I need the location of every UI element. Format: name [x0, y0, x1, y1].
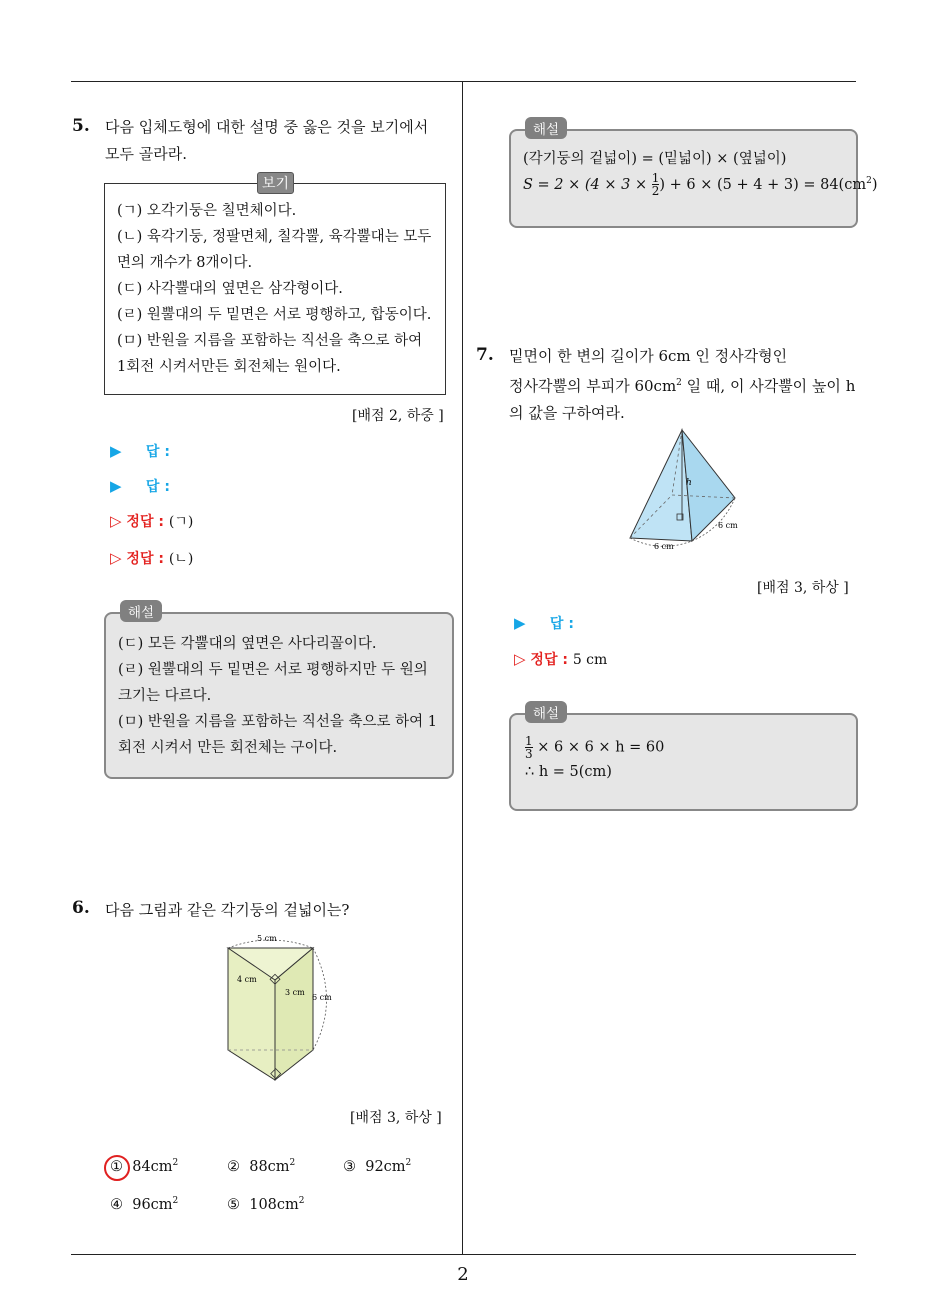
- q7-text-part: 정사각뿔의 부피가 60cm: [509, 377, 677, 395]
- correct-value: 5 cm: [572, 652, 608, 668]
- q7-label-h: h: [686, 478, 692, 488]
- bogi-line: (ㄷ) 사각뿔대의 옆면은 삼각형이다.: [117, 281, 343, 297]
- q6-solution-text: [523, 148, 878, 199]
- q5-correct-2: [110, 548, 193, 568]
- q5-number: 5.: [72, 116, 90, 136]
- play-triangle-icon: ▶: [514, 614, 526, 632]
- choice-value: 88cm: [249, 1158, 290, 1175]
- q7-pyramid-figure: [622, 425, 747, 553]
- solution-line: (ㄹ) 원뿔대의 두 밑면은 서로 평행하지만 두 원의: [118, 662, 428, 678]
- formula-part: ) + 6 × (5 + 4 + 3) = 84(cm: [659, 176, 867, 193]
- choice-mark: ③: [343, 1158, 356, 1175]
- solution-tag: 해설: [525, 701, 567, 723]
- solution-line: 크기는 다르다.: [118, 688, 212, 704]
- q6-choice-5[interactable]: [227, 1196, 305, 1213]
- bogi-line: (ㄴ) 육각기둥, 정팔면체, 칠각뿔, 육각뿔대는 모두: [117, 229, 432, 245]
- q7-solution-text: [525, 735, 845, 784]
- correct-value: (ㄱ): [168, 514, 194, 530]
- bogi-line: (ㄹ) 원뿔대의 두 밑면은 서로 평행하고, 합동이다.: [117, 307, 432, 323]
- q5-solution-box: [104, 605, 454, 779]
- outline-triangle-icon: ▷: [110, 549, 122, 567]
- solution-formula: [523, 170, 878, 199]
- choice-mark: ②: [227, 1158, 240, 1175]
- choice-value: 108cm: [249, 1196, 299, 1213]
- solution-line: (ㄷ) 모든 각뿔대의 옆면은 사다리꼴이다.: [118, 636, 377, 652]
- q6-label-height: 6 cm: [312, 993, 332, 1002]
- choice-value: 84cm: [132, 1158, 173, 1175]
- bogi-line: (ㅁ) 반원을 지름을 포함하는 직선을 축으로 하여: [117, 333, 423, 349]
- top-rule: [71, 81, 856, 82]
- answer-label: 답 :: [145, 479, 170, 495]
- bottom-rule: [71, 1254, 856, 1255]
- q7-number: 7.: [476, 345, 494, 365]
- formula-sup: 2: [866, 176, 872, 186]
- solution-line: (ㅁ) 반원을 지름을 포함하는 직선을 축으로 하여 1: [118, 714, 437, 730]
- correct-label: 정답 :: [530, 652, 568, 668]
- play-triangle-icon: ▶: [110, 442, 122, 460]
- q5-text-line1: 다음 입체도형에 대한 설명 중 옳은 것을 보기에서: [105, 118, 429, 136]
- formula-part: × 6 × 6 × h = 60: [532, 739, 665, 756]
- bogi-line: 면의 개수가 8개이다.: [117, 255, 253, 271]
- q6-solution-box: [509, 122, 878, 228]
- q7-text-sup: 2: [676, 378, 682, 388]
- fraction-denominator: 3: [525, 747, 533, 761]
- q5-text: [105, 114, 450, 168]
- q7-score: [배점 3, 하상 ]: [757, 580, 849, 596]
- q6-label-left: 4 cm: [237, 975, 257, 984]
- fraction-numerator: 1: [525, 734, 533, 748]
- correct-label: 정답 :: [126, 514, 164, 530]
- bogi-lines: [117, 198, 435, 380]
- q6-label-right: 3 cm: [285, 988, 305, 997]
- q5-text-line2: 모두 골라라.: [105, 145, 187, 163]
- solution-formula: [525, 735, 845, 760]
- answer-label: 답 :: [145, 444, 170, 460]
- q6-prism-figure: [215, 930, 340, 1085]
- q6-choice-4[interactable]: [110, 1196, 178, 1213]
- choice-mark: ⑤: [227, 1196, 240, 1213]
- page-number: 2: [457, 1264, 469, 1285]
- fraction-denominator: 2: [651, 184, 660, 199]
- q7-answer[interactable]: [514, 613, 574, 633]
- q7-solution-box: [509, 706, 858, 811]
- solution-line: 회전 시켜서 만든 회전체는 구이다.: [118, 740, 338, 756]
- outline-triangle-icon: ▷: [514, 650, 526, 668]
- q7-correct: [514, 649, 607, 669]
- choice-sup: 2: [298, 1196, 305, 1206]
- q7-text-line3: 의 값을 구하여라.: [509, 404, 625, 422]
- q6-label-top: 5 cm: [257, 934, 277, 943]
- q7-text-line1: 밑면이 한 변의 길이가 6cm 인 정사각형인: [509, 347, 788, 365]
- correct-value: (ㄴ): [168, 551, 194, 567]
- solution-tag: 해설: [525, 117, 567, 139]
- bogi-line: (ㄱ) 오각기둥은 칠면체이다.: [117, 203, 297, 219]
- choice-value: 92cm: [365, 1158, 406, 1175]
- q7-label-base2: 6 cm: [718, 521, 738, 530]
- answer-label: 답 :: [549, 616, 574, 632]
- q5-score: [배점 2, 하중 ]: [352, 408, 444, 424]
- solution-line: ∴ h = 5(cm): [525, 764, 612, 780]
- q6-choice-3[interactable]: [343, 1158, 411, 1175]
- q7-label-base1: 6 cm: [654, 542, 674, 551]
- choice-sup: 2: [172, 1158, 179, 1168]
- q6-choice-1[interactable]: [110, 1158, 178, 1175]
- choice-sup: 2: [172, 1196, 179, 1206]
- formula-end: ): [871, 176, 878, 193]
- q5-answer-2[interactable]: [110, 476, 170, 496]
- q5-solution-text: [118, 631, 448, 761]
- bogi-title: 보기: [257, 172, 294, 194]
- column-divider: [462, 82, 463, 1254]
- choice-sup: 2: [405, 1158, 412, 1168]
- outline-triangle-icon: ▷: [110, 512, 122, 530]
- choice-sup: 2: [289, 1158, 296, 1168]
- q5-bogi-box: [104, 176, 446, 395]
- q6-text: 다음 그림과 같은 각기둥의 겉넓이는?: [105, 901, 350, 919]
- q6-score: [배점 3, 하상 ]: [350, 1110, 442, 1126]
- q6-number: 6.: [72, 898, 90, 918]
- q6-choice-2[interactable]: [227, 1158, 295, 1175]
- formula-part: S = 2 × (4 × 3 ×: [523, 176, 652, 193]
- correct-label: 정답 :: [126, 551, 164, 567]
- q5-correct-1: [110, 511, 193, 531]
- fraction: [525, 735, 533, 760]
- fraction-numerator: 1: [651, 171, 660, 186]
- play-triangle-icon: ▶: [110, 477, 122, 495]
- q7-text: [509, 343, 859, 427]
- bogi-line: 1회전 시켜서만든 회전체는 원이다.: [117, 359, 341, 375]
- q7-text-line2: [509, 370, 859, 400]
- q7-text-part: 일 때, 이 사각뿔이 높이 h: [681, 377, 856, 395]
- q5-answer-1[interactable]: [110, 441, 170, 461]
- solution-tag: 해설: [120, 600, 162, 622]
- choice-mark: ④: [110, 1196, 123, 1213]
- choice-value: 96cm: [132, 1196, 173, 1213]
- solution-line: (각기둥의 겉넓이) = (밑넓이) × (옆넓이): [523, 151, 787, 167]
- choice-mark: ①: [110, 1158, 123, 1175]
